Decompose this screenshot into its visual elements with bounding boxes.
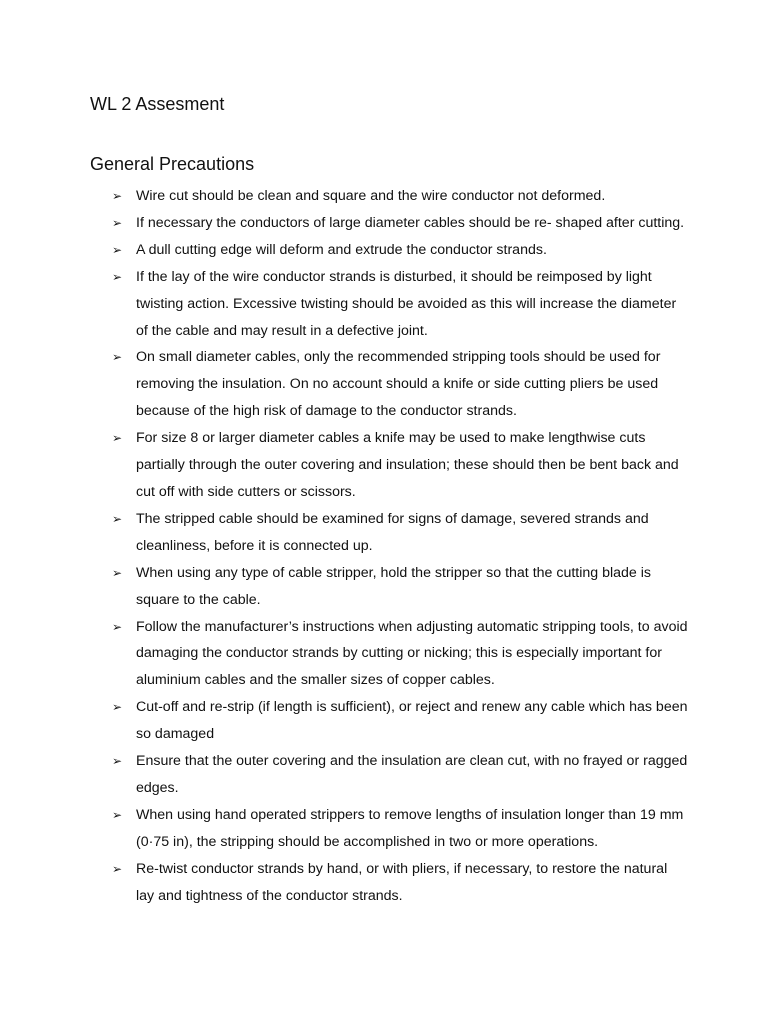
arrow-bullet-icon: ➢ [112, 269, 123, 284]
arrow-bullet-icon: ➢ [112, 350, 123, 365]
arrow-bullet-icon: ➢ [112, 431, 123, 446]
list-item [0, 856, 768, 910]
arrow-bullet-icon: ➢ [112, 619, 123, 634]
precautions-list [0, 183, 768, 909]
list-item [0, 183, 768, 210]
arrow-bullet-icon: ➢ [112, 511, 123, 526]
list-item-text: For size 8 or larger diameter cables a knife may be used to make lengthwise cuts partially through the outer covering and insulation; these should then be bent back and cut off with side cutters or scissors. [136, 430, 679, 500]
list-item-text: If necessary the conductors of large diameter cables should be re- shaped after cutting. [136, 214, 685, 231]
list-item-text: A dull cutting edge will deform and extrude the conductor strands. [136, 241, 547, 258]
arrow-bullet-icon: ➢ [112, 754, 123, 769]
list-item-text: On small diameter cables, only the recommended stripping tools should be used for removing the insulation. On no account should a knife or side cutting pliers be used because of the high risk of damage to the conductor strands. [136, 349, 661, 420]
list-item [0, 210, 768, 237]
list-item [0, 237, 768, 264]
arrow-bullet-icon: ➢ [112, 807, 123, 822]
list-item-text: If the lay of the wire conductor strands is disturbed, it should be reimposed by light twisting action. Excessive twisting should be avoided as this will increase the diameter of the cable and may result in a defective joint. [136, 268, 677, 339]
arrow-bullet-icon: ➢ [112, 565, 123, 580]
arrow-bullet-icon: ➢ [112, 215, 123, 230]
list-item [0, 264, 768, 345]
list-item [0, 694, 768, 748]
list-item [0, 506, 768, 560]
list-item [0, 614, 768, 695]
list-item-text: When using any type of cable stripper, hold the stripper so that the cutting blade is square to the cable. [136, 564, 651, 608]
arrow-bullet-icon: ➢ [112, 700, 123, 715]
document-title: WL 2 Assesment [90, 94, 225, 114]
list-item-text: When using hand operated strippers to remove lengths of insulation longer than 19 mm (0·75 in), the stripping should be accomplished in two or more operations. [136, 806, 684, 850]
list-item [0, 425, 768, 506]
list-item [0, 344, 768, 425]
list-item [0, 802, 768, 856]
list-item [0, 748, 768, 802]
arrow-bullet-icon: ➢ [112, 242, 123, 257]
list-item-text: Follow the manufacturer’s instructions when adjusting automatic stripping tools, to avoid damaging the conductor strands by cutting or nicking; this is especially important for aluminium cables and the smaller sizes of copper cables. [136, 618, 688, 689]
list-item-text: Re-twist conductor strands by hand, or with pliers, if necessary, to restore the natural lay and tightness of the conductor strands. [136, 860, 668, 904]
section-heading: General Precautions [90, 154, 255, 174]
list-item-text: The stripped cable should be examined for signs of damage, severed strands and cleanliness, before it is connected up. [136, 510, 649, 554]
list-item [0, 560, 768, 614]
arrow-bullet-icon: ➢ [112, 861, 123, 876]
list-item-text: Ensure that the outer covering and the insulation are clean cut, with no frayed or ragged edges. [136, 753, 688, 796]
arrow-bullet-icon: ➢ [112, 189, 123, 203]
list-item-text: Cut-off and re-strip (if length is sufficient), or reject and renew any cable which has been so damaged [136, 699, 688, 743]
list-item-text: Wire cut should be clean and square and the wire conductor not deformed. [136, 188, 606, 204]
